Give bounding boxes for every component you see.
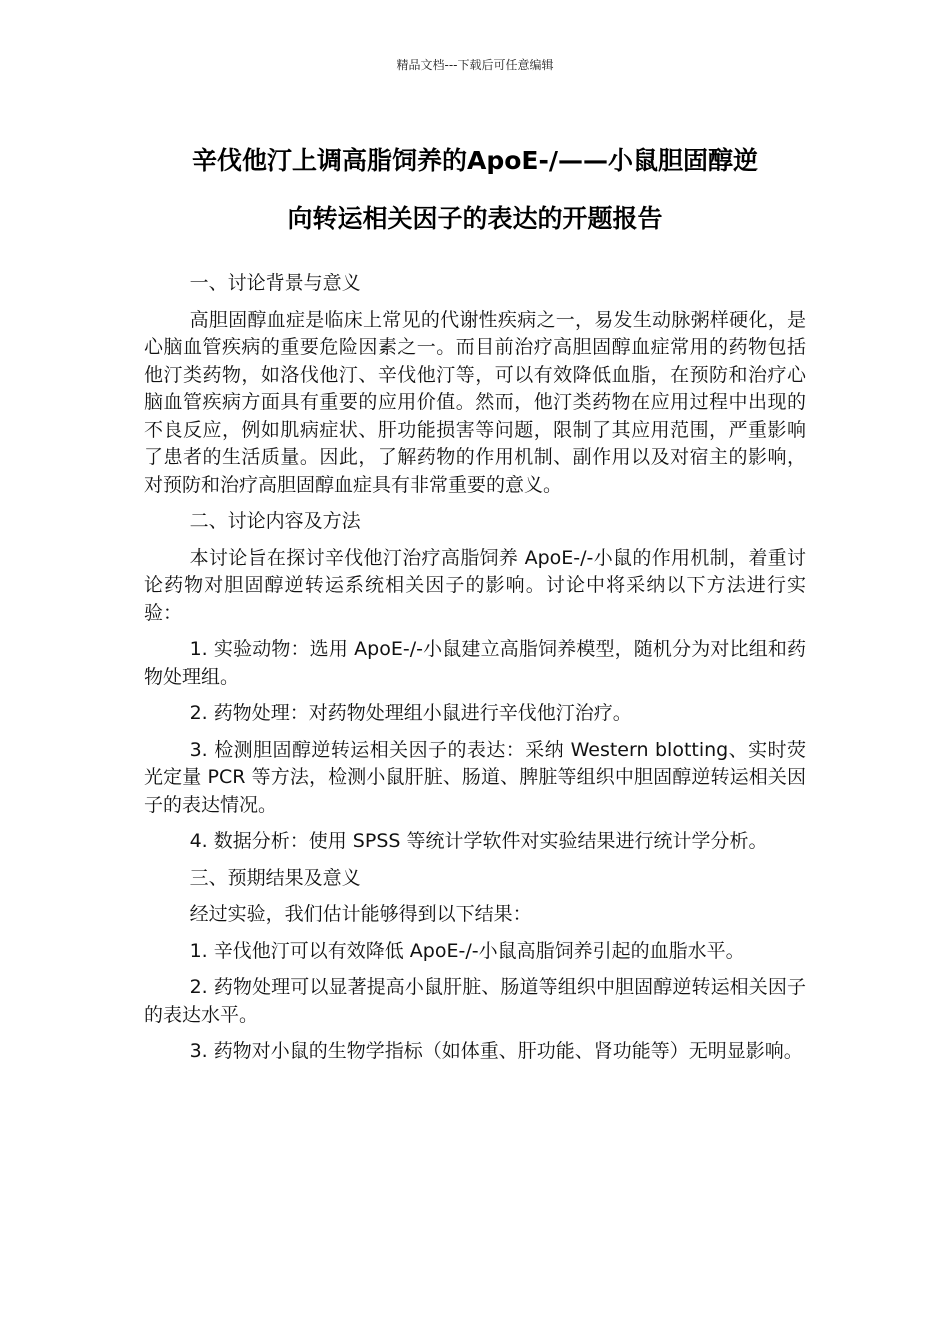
- list-item: 1. 实验动物：选用 ApoE-/-小鼠建立高脂饲养模型，随机分为对比组和药物处理组。: [144, 638, 806, 688]
- document-body: [144, 270, 806, 1075]
- document-title: [145, 132, 805, 248]
- list-item: 3. 药物对小鼠的生物学指标（如体重、肝功能、肾功能等）无明显影响。: [189, 1040, 803, 1062]
- list-item: 2. 药物处理：对药物处理组小鼠进行辛伐他汀治疗。: [189, 702, 632, 724]
- title-line-2: 向转运相关因子的表达的开题报告: [287, 204, 663, 233]
- list-item: 2. 药物处理可以显著提高小鼠肝脏、肠道等组织中胆固醇逆转运相关因子的表达水平。: [144, 976, 806, 1026]
- list-item: 1. 辛伐他汀可以有效降低 ApoE-/-小鼠高脂饲养引起的血脂水平。: [189, 939, 745, 962]
- paragraph: 高胆固醇血症是临床上常见的代谢性疾病之一，易发生动脉粥样硬化，是心脑血管疾病的重要危险因素之一。而目前治疗高胆固醇血症常用的药物包括他汀类药物，如洛伐他汀、辛伐他汀等，可以有效降低血脂，在预防和治疗心脑血管疾病方面具有重要的应用价值。然而，他汀类药物在应用过程中出现的不良反应，例如肌病症状、肝功能损害等问题，限制了其应用范围，严重影响了患者的生活质量。因此，了解药物的作用机制、副作用以及对宿主的影响，对预防和治疗高胆固醇血症具有非常重要的意义。: [144, 308, 806, 496]
- paragraph: 经过实验，我们估计能够得到以下结果：: [189, 903, 532, 925]
- paragraph: 本讨论旨在探讨辛伐他汀治疗高脂饲养 ApoE-/-小鼠的作用机制，着重讨论药物对胆固醇逆转运系统相关因子的影响。讨论中将采纳以下方法进行实验：: [144, 546, 806, 624]
- title-line-1: 辛伐他汀上调高脂饲养的ApoE-/——小鼠胆固醇逆: [191, 146, 758, 175]
- list-item: 3. 检测胆固醇逆转运相关因子的表达：采纳 Western blotting、实时荧光定量 PCR 等方法，检测小鼠肝脏、肠道、脾脏等组织中胆固醇逆转运相关因子的表达情况。: [144, 738, 806, 816]
- section-heading: 三、预期结果及意义: [189, 866, 361, 889]
- section-heading: 一、讨论背景与意义: [189, 272, 361, 294]
- header-note: 精品文档---下载后可任意编辑: [396, 58, 554, 72]
- section-heading: 二、讨论内容及方法: [189, 510, 361, 532]
- list-item: 4. 数据分析：使用 SPSS 等统计学软件对实验结果进行统计学分析。: [189, 830, 768, 852]
